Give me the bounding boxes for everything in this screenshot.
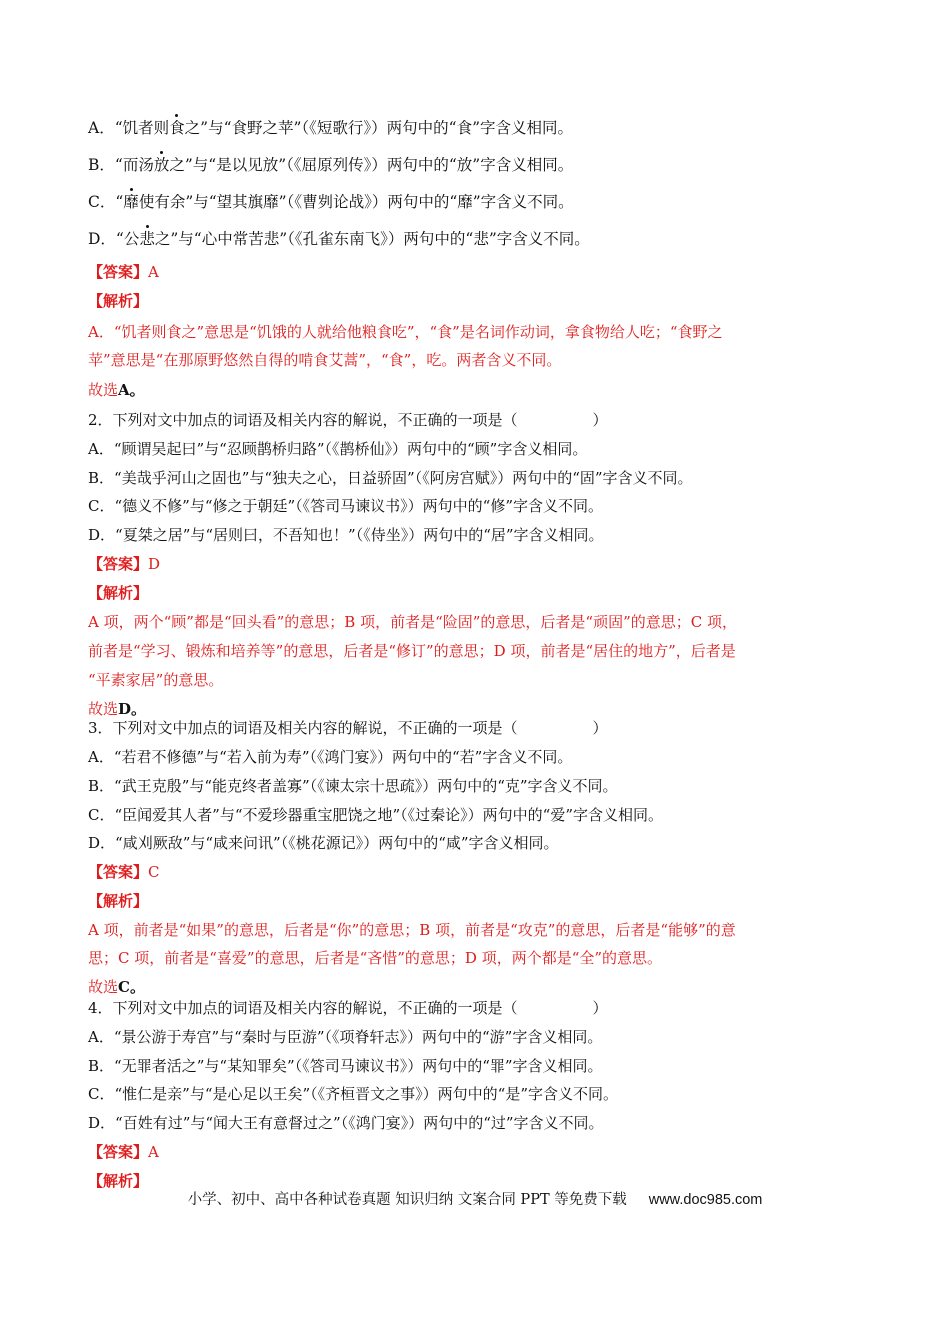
bracket-close: 】 <box>133 584 149 602</box>
q3-option-c: C．“臣闻爱其人者”与“不爱珍器重宝肥饶之地”（《过秦论》）两句中的“爱”字含义相同。 <box>88 806 663 824</box>
answer-value: C <box>148 863 160 881</box>
q1-analysis-line-2: 苹”意思是“在那原野悠然自得的啃食艾蒿”，“食”，吃。两者含义不同。 <box>88 351 562 369</box>
bracket-close: 】 <box>133 555 149 573</box>
q2-analysis-heading <box>88 583 878 603</box>
q1-option-d-post: 之”与“心中常苦悲”（《孔雀东南飞》）两句中的“悲”字含义不同。 <box>154 230 590 248</box>
choose-value: C。 <box>118 978 145 996</box>
q1-option-b-post: 之”与“是以见放”（《屈原列传》）两句中的“放”字含义相同。 <box>169 156 574 174</box>
q3-stem: 3．下列对文中加点的词语及相关内容的解说，不正确的一项是（ ） <box>88 719 608 737</box>
q1-option-c-pre: C．“ <box>88 193 124 211</box>
bracket-open: 【 <box>88 584 104 602</box>
q4-option-d: D．“百姓有过”与“闻大王有意督过之”（《鸿门宴》）两句中的“过”字含义不同。 <box>88 1114 604 1132</box>
q3-option-d: D．“咸刈厥敌”与“咸来问讯”（《桃花源记》）两句中的“咸”字含义相同。 <box>88 834 559 852</box>
q3-option-b: B．“武王克殷”与“能克终者盖寡”（《谏太宗十思疏》）两句中的“克”字含义不同。 <box>88 777 618 795</box>
q2-option-d: D．“夏桀之居”与“居则曰，不吾知也！”（《侍坐》）两句中的“居”字含义相同。 <box>88 526 604 544</box>
footer-url[interactable]: www.doc985.com <box>648 1192 763 1208</box>
page-footer <box>0 1190 950 1210</box>
q1-option-d-pre: D．“公 <box>88 230 140 248</box>
q2-analysis-line-3: “平素家居”的意思。 <box>88 671 224 689</box>
q4-answer <box>88 1142 878 1162</box>
analysis-label: 解析 <box>103 292 134 310</box>
bracket-open: 【 <box>88 892 104 910</box>
q1-option-a <box>88 118 878 138</box>
q1-option-d-dotted-char: 悲 <box>139 230 155 248</box>
q2-option-b: B．“美哉乎河山之固也”与“独夫之心，日益骄固”（《阿房宫赋》）两句中的“固”字含义不同。 <box>88 469 693 487</box>
answer-label: 答案 <box>103 863 134 881</box>
choose-prefix: 故选 <box>88 381 119 399</box>
q3-analysis-line-1: A 项，前者是“如果”的意思，后者是“你”的意思；B 项，前者是“攻克”的意思，后者是“能够”的意 <box>88 921 736 939</box>
q1-option-b-pre: B．“而汤 <box>88 156 154 174</box>
q1-analysis-line-1: A．“饥者则食之”意思是“饥饿的人就给他粮食吃”，“食”是名词作动词，拿食物给人吃；“食野之 <box>88 323 723 341</box>
bracket-open: 【 <box>88 1143 104 1161</box>
q1-option-c <box>88 192 878 212</box>
q1-choose <box>88 380 878 400</box>
q2-stem: 2．下列对文中加点的词语及相关内容的解说，不正确的一项是（ ） <box>88 411 608 429</box>
answer-label: 答案 <box>103 263 134 281</box>
analysis-label: 解析 <box>103 1172 134 1190</box>
answer-value: A <box>148 263 159 281</box>
analysis-label: 解析 <box>103 584 134 602</box>
bracket-open: 【 <box>88 292 104 310</box>
q3-analysis-line-2: 思；C 项，前者是“喜爱”的意思，后者是“吝惜”的意思；D 项，两个都是“全”的意思。 <box>88 949 663 967</box>
q1-option-c-dotted-char: 靡 <box>123 193 139 211</box>
q2-analysis-line-1: A 项，两个“顾”都是“回头看”的意思；B 项，前者是“险固”的意思，后者是“顽固”的意思；C 项， <box>88 613 737 631</box>
q2-choose <box>88 699 878 719</box>
choose-value: A。 <box>118 381 145 399</box>
footer-text: 小学、初中、高中各种试卷真题 知识归纳 文案合同 PPT 等免费下载 <box>187 1192 627 1208</box>
q1-analysis-heading <box>88 291 878 311</box>
bracket-open: 【 <box>88 1172 104 1190</box>
bracket-open: 【 <box>88 863 104 881</box>
answer-value: A <box>148 1143 159 1161</box>
q4-option-c: C．“惟仁是亲”与“是心足以王矣”（《齐桓晋文之事》）两句中的“是”字含义不同。 <box>88 1085 618 1103</box>
bracket-close: 】 <box>133 1143 149 1161</box>
bracket-close: 】 <box>133 1172 149 1190</box>
q3-option-a: A．“若君不修德”与“若入前为寿”（《鸿门宴》）两句中的“若”字含义不同。 <box>88 748 573 766</box>
q1-option-c-post: 使有余”与“望其旗靡”（《曹刿论战》）两句中的“靡”字含义不同。 <box>138 193 574 211</box>
q2-answer <box>88 554 878 574</box>
choose-prefix: 故选 <box>88 978 119 996</box>
q1-option-d <box>88 229 878 249</box>
bracket-open: 【 <box>88 555 104 573</box>
q2-analysis-line-2: 前者是“学习、锻炼和培养等”的意思，后者是“修订”的意思；D 项，前者是“居住的地方”，后者是 <box>88 642 736 660</box>
bracket-close: 】 <box>133 892 149 910</box>
choose-prefix: 故选 <box>88 700 119 718</box>
q4-analysis-heading <box>88 1171 878 1191</box>
bracket-close: 】 <box>133 292 149 310</box>
bracket-open: 【 <box>88 263 104 281</box>
q1-option-b-dotted-char: 放 <box>153 156 170 174</box>
bracket-close: 】 <box>133 863 149 881</box>
q3-choose <box>88 977 878 997</box>
q1-option-b <box>88 155 878 175</box>
q1-option-a-pre: A．“饥者则 <box>88 119 170 137</box>
q2-option-c: C．“德义不修”与“修之于朝廷”（《答司马谏议书》）两句中的“修”字含义不同。 <box>88 497 603 515</box>
q4-option-b: B．“无罪者活之”与“某知罪矣”（《答司马谏议书》）两句中的“罪”字含义相同。 <box>88 1057 603 1075</box>
answer-label: 答案 <box>103 1143 134 1161</box>
q1-answer <box>88 262 878 282</box>
choose-value: D。 <box>118 700 147 718</box>
answer-label: 答案 <box>103 555 134 573</box>
q4-option-a: A．“景公游于寿宫”与“秦时与臣游”（《项脊轩志》）两句中的“游”字含义相同。 <box>88 1028 603 1046</box>
q4-stem: 4．下列对文中加点的词语及相关内容的解说，不正确的一项是（ ） <box>88 999 608 1017</box>
analysis-label: 解析 <box>103 892 134 910</box>
answer-value: D <box>148 555 161 573</box>
q3-answer <box>88 862 878 882</box>
q1-option-a-dotted-char: 食 <box>169 119 185 137</box>
q2-option-a: A．“顾谓吴起曰”与“忍顾鹊桥归路”（《鹊桥仙》）两句中的“顾”字含义相同。 <box>88 440 588 458</box>
q3-analysis-heading <box>88 891 878 911</box>
bracket-close: 】 <box>133 263 149 281</box>
q1-option-a-post: 之”与“食野之苹”（《短歌行》）两句中的“食”字含义相同。 <box>184 119 574 137</box>
